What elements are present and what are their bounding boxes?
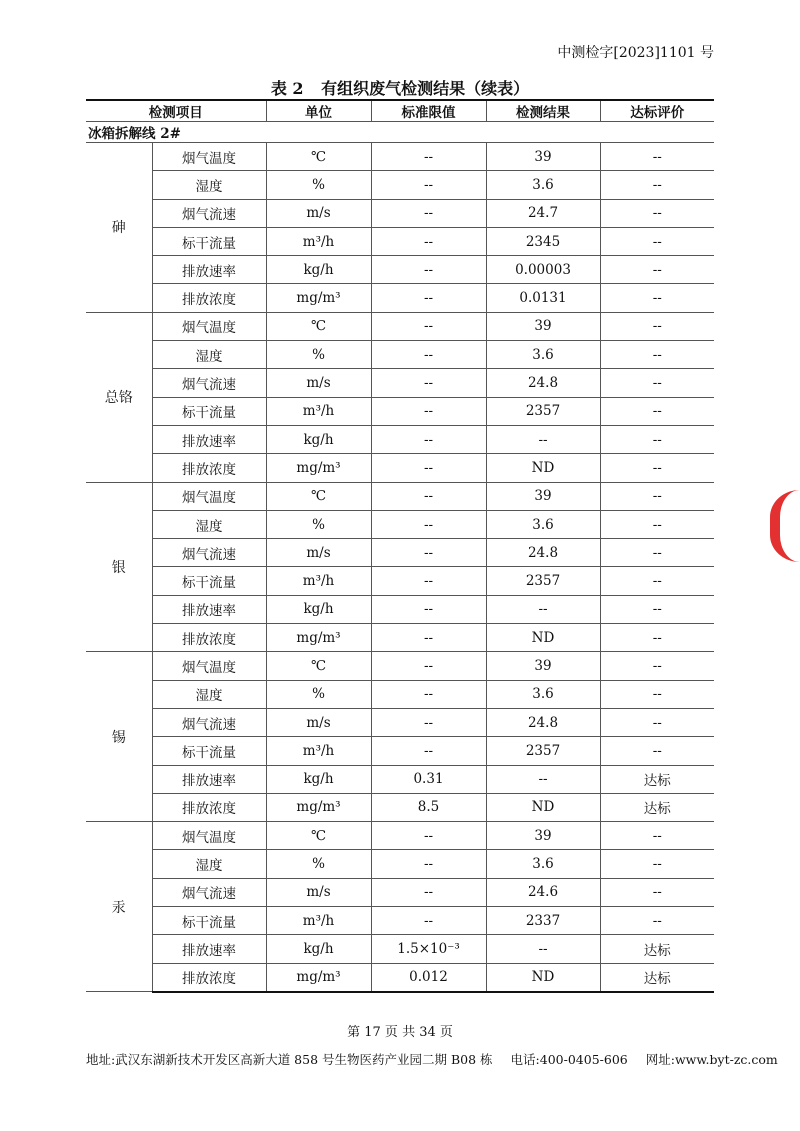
table-row (86, 369, 714, 397)
table-cell: 排放浓度 (152, 793, 266, 821)
results-table (86, 99, 714, 993)
table-cell: -- (600, 454, 714, 482)
table-row (86, 171, 714, 199)
table-cell: mg/m³ (266, 963, 371, 992)
table-row (86, 454, 714, 482)
table-cell: 排放速率 (152, 256, 266, 284)
table-cell: 湿度 (152, 850, 266, 878)
table-cell: 0.012 (371, 963, 486, 992)
table-cell: kg/h (266, 595, 371, 623)
table-cell: -- (600, 567, 714, 595)
table-cell: -- (600, 369, 714, 397)
table-cell: mg/m³ (266, 284, 371, 312)
table-cell: 3.6 (486, 341, 600, 369)
table-cell: 达标 (600, 963, 714, 992)
column-header: 检测项目 (86, 100, 266, 122)
table-cell: -- (371, 652, 486, 680)
pollutant-name: 银 (86, 482, 152, 652)
footer-website: 网址:www.byt-zc.com (645, 1052, 778, 1067)
table-cell: kg/h (266, 935, 371, 963)
table-cell: -- (600, 907, 714, 935)
page-number: 第 17 页 共 34 页 (347, 1025, 453, 1040)
table-cell: -- (600, 482, 714, 510)
footer-contact (86, 1050, 778, 1068)
table-cell: -- (600, 737, 714, 765)
table-cell: 24.6 (486, 878, 600, 906)
table-cell: 烟气温度 (152, 143, 266, 171)
table-cell: -- (371, 850, 486, 878)
table-cell: -- (371, 143, 486, 171)
table-cell: m/s (266, 539, 371, 567)
table-row (86, 822, 714, 850)
table-cell: -- (600, 878, 714, 906)
column-header: 达标评价 (600, 100, 714, 122)
table-cell: % (266, 850, 371, 878)
table-cell: 湿度 (152, 510, 266, 538)
table-cell: 排放浓度 (152, 624, 266, 652)
table-cell: -- (371, 425, 486, 453)
table-cell: -- (371, 567, 486, 595)
table-cell: 24.7 (486, 199, 600, 227)
section-row (86, 122, 714, 143)
table-row (86, 963, 714, 992)
table-cell: -- (486, 935, 600, 963)
table-row (86, 737, 714, 765)
pollutant-name: 锡 (86, 652, 152, 822)
table-cell: -- (371, 482, 486, 510)
table-cell: -- (371, 595, 486, 623)
table-cell: 烟气温度 (152, 652, 266, 680)
table-cell: 达标 (600, 793, 714, 821)
table-cell: 排放速率 (152, 595, 266, 623)
table-cell: 烟气流速 (152, 878, 266, 906)
table-cell: m³/h (266, 227, 371, 255)
table-cell: -- (371, 708, 486, 736)
table-cell: 达标 (600, 935, 714, 963)
table-cell: -- (600, 539, 714, 567)
table-cell: % (266, 171, 371, 199)
table-cell: -- (371, 510, 486, 538)
table-title-text: 有组织废气检测结果（续表） (321, 79, 530, 98)
table-cell: 2357 (486, 737, 600, 765)
table-cell: m/s (266, 199, 371, 227)
table-title (0, 76, 800, 99)
document-number: 中测检字[2023]1101 号 (557, 45, 714, 61)
table-cell: ND (486, 793, 600, 821)
table-cell: -- (600, 510, 714, 538)
table-row (86, 680, 714, 708)
table-cell: ND (486, 624, 600, 652)
table-cell: 0.00003 (486, 256, 600, 284)
table-row (86, 482, 714, 510)
table-cell: mg/m³ (266, 624, 371, 652)
table-cell: 烟气流速 (152, 708, 266, 736)
table-cell: -- (600, 199, 714, 227)
table-row (86, 624, 714, 652)
stamp-edge-mark (770, 490, 800, 562)
table-row (86, 765, 714, 793)
table-row (86, 708, 714, 736)
table-cell: -- (600, 624, 714, 652)
table-row (86, 539, 714, 567)
section-label: 冰箱拆解线 2# (86, 122, 714, 143)
pollutant-name: 总铬 (86, 312, 152, 482)
table-cell: -- (371, 341, 486, 369)
table-cell: -- (600, 425, 714, 453)
pollutant-name: 汞 (86, 822, 152, 992)
table-cell: 3.6 (486, 510, 600, 538)
table-cell: 24.8 (486, 369, 600, 397)
table-cell: 烟气流速 (152, 199, 266, 227)
table-row (86, 935, 714, 963)
table-cell: 24.8 (486, 708, 600, 736)
table-cell: 烟气温度 (152, 822, 266, 850)
table-row (86, 652, 714, 680)
table-cell: 烟气温度 (152, 482, 266, 510)
table-cell: kg/h (266, 765, 371, 793)
table-cell: 3.6 (486, 171, 600, 199)
table-cell: m³/h (266, 567, 371, 595)
table-cell: % (266, 510, 371, 538)
table-row (86, 143, 714, 171)
table-cell: -- (371, 737, 486, 765)
table-cell: ℃ (266, 822, 371, 850)
table-cell: -- (371, 171, 486, 199)
table-cell: 湿度 (152, 680, 266, 708)
table-cell: 湿度 (152, 171, 266, 199)
table-cell: -- (600, 256, 714, 284)
table-cell: -- (600, 312, 714, 340)
table-header-row (86, 100, 714, 122)
table-cell: 湿度 (152, 341, 266, 369)
table-cell: 3.6 (486, 850, 600, 878)
table-cell: -- (600, 341, 714, 369)
table-cell: ℃ (266, 312, 371, 340)
table-cell: -- (371, 369, 486, 397)
table-cell: 排放速率 (152, 765, 266, 793)
table-cell: 2345 (486, 227, 600, 255)
table-row (86, 199, 714, 227)
table-cell: -- (600, 143, 714, 171)
table-cell: 24.8 (486, 539, 600, 567)
table-cell: -- (600, 680, 714, 708)
table-cell: 标干流量 (152, 397, 266, 425)
table-cell: 排放浓度 (152, 454, 266, 482)
table-row (86, 341, 714, 369)
table-cell: -- (371, 539, 486, 567)
table-cell: 39 (486, 312, 600, 340)
table-cell: -- (371, 312, 486, 340)
table-cell: 标干流量 (152, 737, 266, 765)
column-header: 标准限值 (371, 100, 486, 122)
table-row (86, 567, 714, 595)
table-cell: -- (600, 595, 714, 623)
table-cell: 烟气温度 (152, 312, 266, 340)
footer-address: 地址:武汉东湖新技术开发区高新大道 858 号生物医药产业园二期 B08 栋 (86, 1052, 493, 1067)
table-cell: -- (371, 199, 486, 227)
table-cell: 2337 (486, 907, 600, 935)
table-cell: 排放速率 (152, 935, 266, 963)
table-cell: 标干流量 (152, 567, 266, 595)
table-cell: ℃ (266, 143, 371, 171)
table-cell: 39 (486, 822, 600, 850)
table-cell: 排放浓度 (152, 284, 266, 312)
table-cell: -- (371, 907, 486, 935)
table-row (86, 312, 714, 340)
table-row (86, 425, 714, 453)
table-cell: -- (371, 822, 486, 850)
table-row (86, 850, 714, 878)
table-cell: 39 (486, 143, 600, 171)
table-cell: 39 (486, 652, 600, 680)
table-cell: -- (486, 765, 600, 793)
pollutant-name: 砷 (86, 143, 152, 313)
table-cell: m/s (266, 369, 371, 397)
column-header: 检测结果 (486, 100, 600, 122)
table-cell: ℃ (266, 652, 371, 680)
table-row (86, 256, 714, 284)
table-cell: -- (371, 454, 486, 482)
table-cell: -- (371, 878, 486, 906)
table-cell: kg/h (266, 256, 371, 284)
table-cell: m/s (266, 708, 371, 736)
table-cell: 3.6 (486, 680, 600, 708)
table-cell: 1.5×10⁻³ (371, 935, 486, 963)
table-row (86, 907, 714, 935)
table-cell: mg/m³ (266, 454, 371, 482)
column-header: 单位 (266, 100, 371, 122)
table-cell: 2357 (486, 567, 600, 595)
table-cell: 39 (486, 482, 600, 510)
table-row (86, 284, 714, 312)
table-title-label: 表 2 (270, 79, 304, 98)
table-cell: -- (486, 425, 600, 453)
table-row (86, 793, 714, 821)
footer-phone: 电话:400-0405-606 (510, 1052, 628, 1067)
table-cell: -- (486, 595, 600, 623)
table-cell: m³/h (266, 907, 371, 935)
table-cell: ND (486, 454, 600, 482)
table-cell: -- (600, 652, 714, 680)
table-cell: 0.31 (371, 765, 486, 793)
table-cell: 2357 (486, 397, 600, 425)
table-cell: ND (486, 963, 600, 992)
table-cell: -- (371, 397, 486, 425)
table-cell: kg/h (266, 425, 371, 453)
table-cell: m³/h (266, 737, 371, 765)
table-cell: -- (600, 227, 714, 255)
table-cell: ℃ (266, 482, 371, 510)
table-cell: % (266, 341, 371, 369)
table-cell: 达标 (600, 765, 714, 793)
table-cell: 8.5 (371, 793, 486, 821)
table-row (86, 227, 714, 255)
table-cell: % (266, 680, 371, 708)
table-cell: -- (600, 850, 714, 878)
table-cell: -- (600, 708, 714, 736)
table-cell: -- (371, 624, 486, 652)
table-row (86, 510, 714, 538)
table-row (86, 397, 714, 425)
table-cell: mg/m³ (266, 793, 371, 821)
table-cell: -- (600, 822, 714, 850)
table-cell: 0.0131 (486, 284, 600, 312)
table-cell: 标干流量 (152, 907, 266, 935)
table-row (86, 878, 714, 906)
table-cell: 标干流量 (152, 227, 266, 255)
table-row (86, 595, 714, 623)
table-cell: -- (600, 171, 714, 199)
table-cell: -- (371, 256, 486, 284)
table-cell: 排放速率 (152, 425, 266, 453)
table-cell: -- (371, 680, 486, 708)
table-cell: m/s (266, 878, 371, 906)
table-cell: -- (371, 284, 486, 312)
table-cell: -- (600, 397, 714, 425)
table-cell: 烟气流速 (152, 539, 266, 567)
table-cell: -- (371, 227, 486, 255)
table-cell: -- (600, 284, 714, 312)
table-cell: 烟气流速 (152, 369, 266, 397)
table-cell: 排放浓度 (152, 963, 266, 992)
table-cell: m³/h (266, 397, 371, 425)
